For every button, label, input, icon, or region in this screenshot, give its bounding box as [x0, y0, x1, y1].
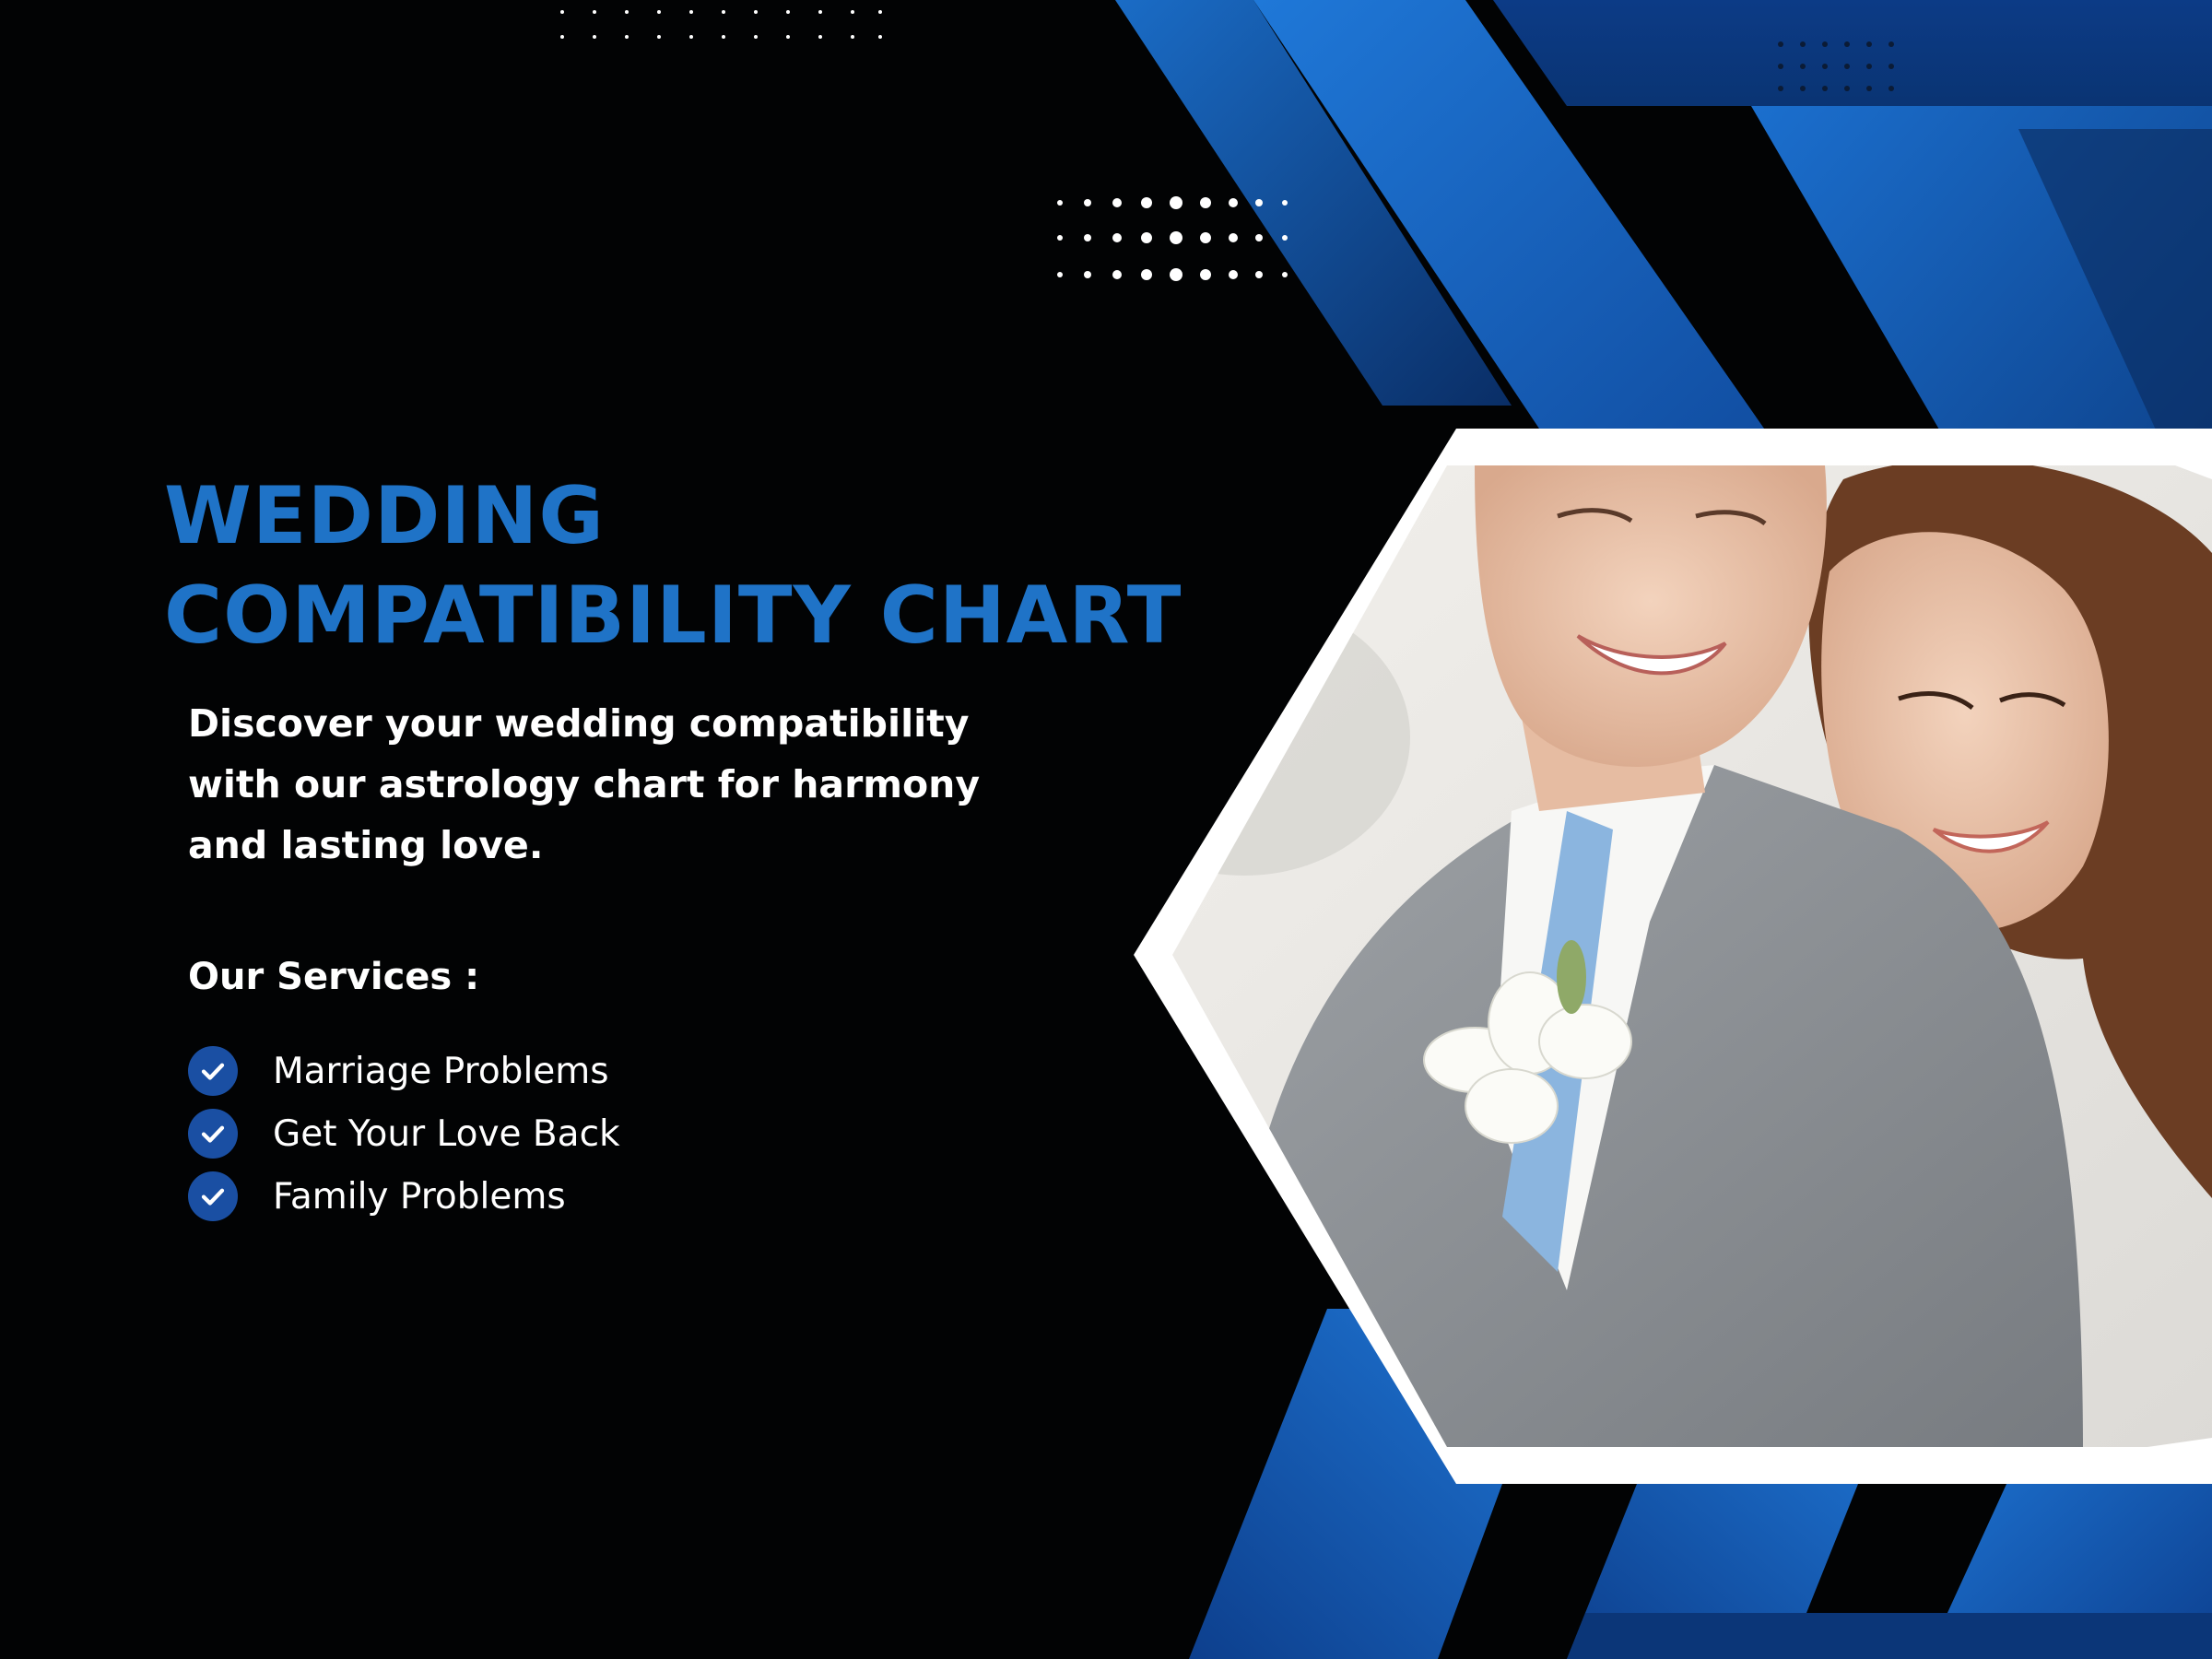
service-label: Family Problems [273, 1175, 566, 1218]
dot-pattern-top [560, 10, 882, 39]
service-item-marriage-problems [188, 1040, 620, 1102]
service-label: Get Your Love Back [273, 1112, 620, 1155]
service-label: Marriage Problems [273, 1050, 609, 1092]
check-circle-icon [188, 1109, 238, 1159]
couple-photo [1078, 459, 2212, 1456]
check-circle-icon [188, 1046, 238, 1096]
services-list [188, 1040, 620, 1228]
service-item-family-problems [188, 1165, 620, 1228]
title-line-1: WEDDING [164, 470, 605, 562]
page-title [164, 466, 1182, 665]
check-circle-icon [188, 1171, 238, 1221]
title-line-2: COMPATIBILITY CHART [164, 570, 1182, 662]
services-heading: Our Services : [188, 956, 480, 998]
hero-description: Discover your wedding compatibility with our astrology chart for harmony and lasting love. [188, 701, 981, 867]
service-item-get-your-love-back [188, 1102, 620, 1165]
